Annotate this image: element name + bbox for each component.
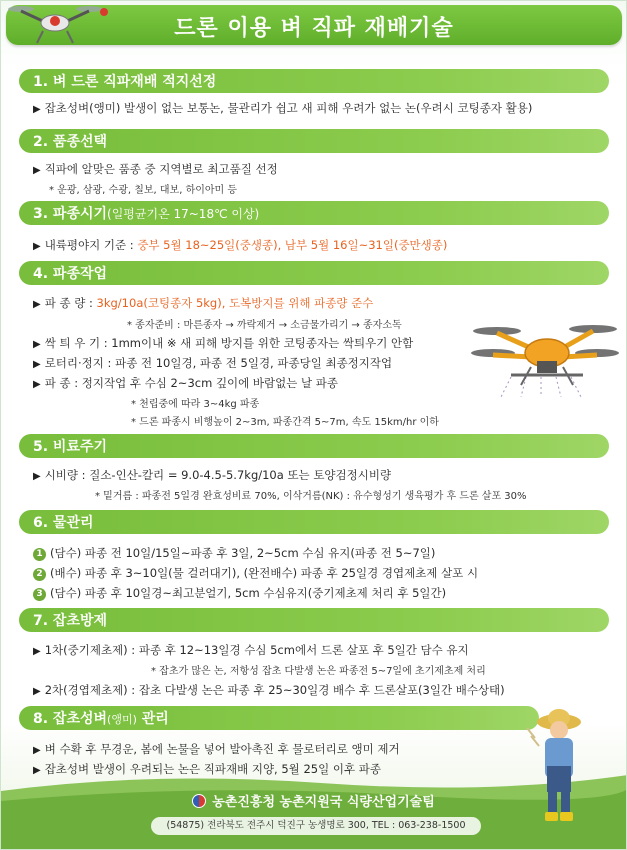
section-header-2: 2. 품종선택 <box>19 129 609 153</box>
section-4-note-2: * 천립중에 따라 3~4kg 파종 <box>131 399 260 410</box>
page-title: 드론 이용 벼 직파 재배기술 <box>174 16 454 41</box>
footer-address: (54875) 전라북도 전주시 덕진구 농생명로 300, TEL : 063-238-1500 <box>151 817 481 835</box>
section-header-8: 8. 잡초성벼(앵미) 관리 <box>19 706 539 730</box>
number-badge: 3 <box>33 588 46 601</box>
section-header-3: 3. 파종시기(일평균기온 17~18℃ 이상) <box>19 201 609 225</box>
section-4-note-1: * 종자준비 : 마른종자 → 까락제거 → 소금물가리기 → 종자소독 <box>127 320 402 331</box>
section-3-heading-note: (일평균기온 17~18℃ 이상) <box>107 207 260 221</box>
bullet-icon: ▶ <box>33 241 41 252</box>
section-header-7: 7. 잡초방제 <box>19 608 609 632</box>
section-header-4: 4. 파종작업 <box>19 261 609 285</box>
section-7-warning: * 잡초가 많은 논, 저항성 잡초 다발생 논은 파종전 5~7일에 초기제초제 처리 <box>151 666 486 677</box>
section-5-note: * 밑거름 : 파종전 5일경 완효성비료 70%, 이삭거름(NK) : 유수형성기 생육평가 후 드론 살포 30% <box>95 491 527 502</box>
section-8-line-1: ▶ 벼 수확 후 무경운, 봄에 논물을 넣어 발아촉진 후 물로터리로 앵미 제거 <box>33 742 400 756</box>
section-4-line-4: ▶ 파 종 : 정지작업 후 수심 2~3cm 깊이에 바람없는 날 파종 <box>33 376 338 390</box>
bullet-icon: ▶ <box>33 339 41 350</box>
bullet-icon: ▶ <box>33 299 41 310</box>
section-4-line-3: ▶ 로터리·정지 : 파종 전 10일경, 파종 전 5일경, 파종당일 최종정지작업 <box>33 356 393 370</box>
section-4-line-1: ▶ 파 종 량 : 3kg/10a(코팅종자 5kg), 도복방지를 위해 파종량 준수 <box>33 296 374 310</box>
section-7-line-1: ▶ 1차(중기제초제) : 파종 후 12~13일경 수심 5cm에서 드론 살포 후 5일간 담수 유지 <box>33 643 469 657</box>
section-6-line-3: 3 (담수) 파종 후 10일경~최고분얼기, 5cm 수심유지(중기제초제 처리 후 5일간) <box>33 585 446 601</box>
bullet-icon: ▶ <box>33 745 41 756</box>
section-4-line-2: ▶ 싹 틔 우 기 : 1mm이내 ※ 새 피해 방지를 위한 코팅종자는 싹틔우기 안함 <box>33 336 414 350</box>
section-7-line-2: ▶ 2차(경엽제초제) : 잡초 다발생 논은 파종 후 25~30일경 배수 후 드론살포(3일간 배수상태) <box>33 683 505 697</box>
section-8-line-2: ▶ 잡초성벼 발생이 우려되는 논은 직파재배 지양, 5월 25일 이후 파종 <box>33 762 381 776</box>
bullet-icon: ▶ <box>33 765 41 776</box>
number-badge: 2 <box>33 568 46 581</box>
section-6-line-2: 2 (배수) 파종 후 3~10일(물 걸러대기), (완전배수) 파종 후 25일경 경엽제초제 살포 시 <box>33 565 478 581</box>
bullet-icon: ▶ <box>33 646 41 657</box>
section-header-5: 5. 비료주기 <box>19 434 609 458</box>
section-3-line: ▶ 내륙평야지 기준 : 중부 5월 18~25일(중생종), 남부 5월 16일~31일(중만생종) <box>33 238 448 252</box>
footer-org: 농촌진흥청 농촌지원국 식량산업기술팀 <box>1 791 626 810</box>
bullet-icon: ▶ <box>33 165 41 176</box>
bullet-icon: ▶ <box>33 379 41 390</box>
drone-icon <box>471 319 621 399</box>
section-1-line: ▶ 잡초성벼(앵미) 발생이 없는 보통논, 물관리가 쉽고 새 피해 우려가 없는 논(우려시 코팅종자 활용) <box>33 101 533 115</box>
bullet-icon: ▶ <box>33 686 41 697</box>
bullet-icon: ▶ <box>33 471 41 482</box>
section-header-6: 6. 물관리 <box>19 510 609 534</box>
section-6-line-1: 1 (담수) 파종 전 10일/15일~파종 후 3일, 2~5cm 수심 유지(파종 전 5~7일) <box>33 545 435 561</box>
bullet-icon: ▶ <box>33 104 41 115</box>
farmer-illustration <box>521 706 591 836</box>
drone-icon <box>97 5 111 19</box>
bullet-icon: ▶ <box>33 359 41 370</box>
number-badge: 1 <box>33 548 46 561</box>
section-8-heading-note: (앵미) <box>107 713 137 726</box>
drone-icon <box>7 1 103 47</box>
logo-mark-icon <box>192 794 206 808</box>
section-2-line-1: ▶ 직파에 알맞은 품종 중 지역별로 최고품질 선정 <box>33 162 278 176</box>
section-header-1: 1. 벼 드론 직파재배 적지선정 <box>19 69 609 93</box>
section-5-line: ▶ 시비량 : 질소-인산-칼리 = 9.0-4.5-5.7kg/10a 또는 토양검정시비량 <box>33 468 392 482</box>
section-4-note-3: * 드론 파종시 비행높이 2~3m, 파종간격 5~7m, 속도 15km/hr 이하 <box>131 417 439 428</box>
section-2-note: * 운광, 삼광, 수광, 칠보, 대보, 하이아미 등 <box>49 185 238 196</box>
